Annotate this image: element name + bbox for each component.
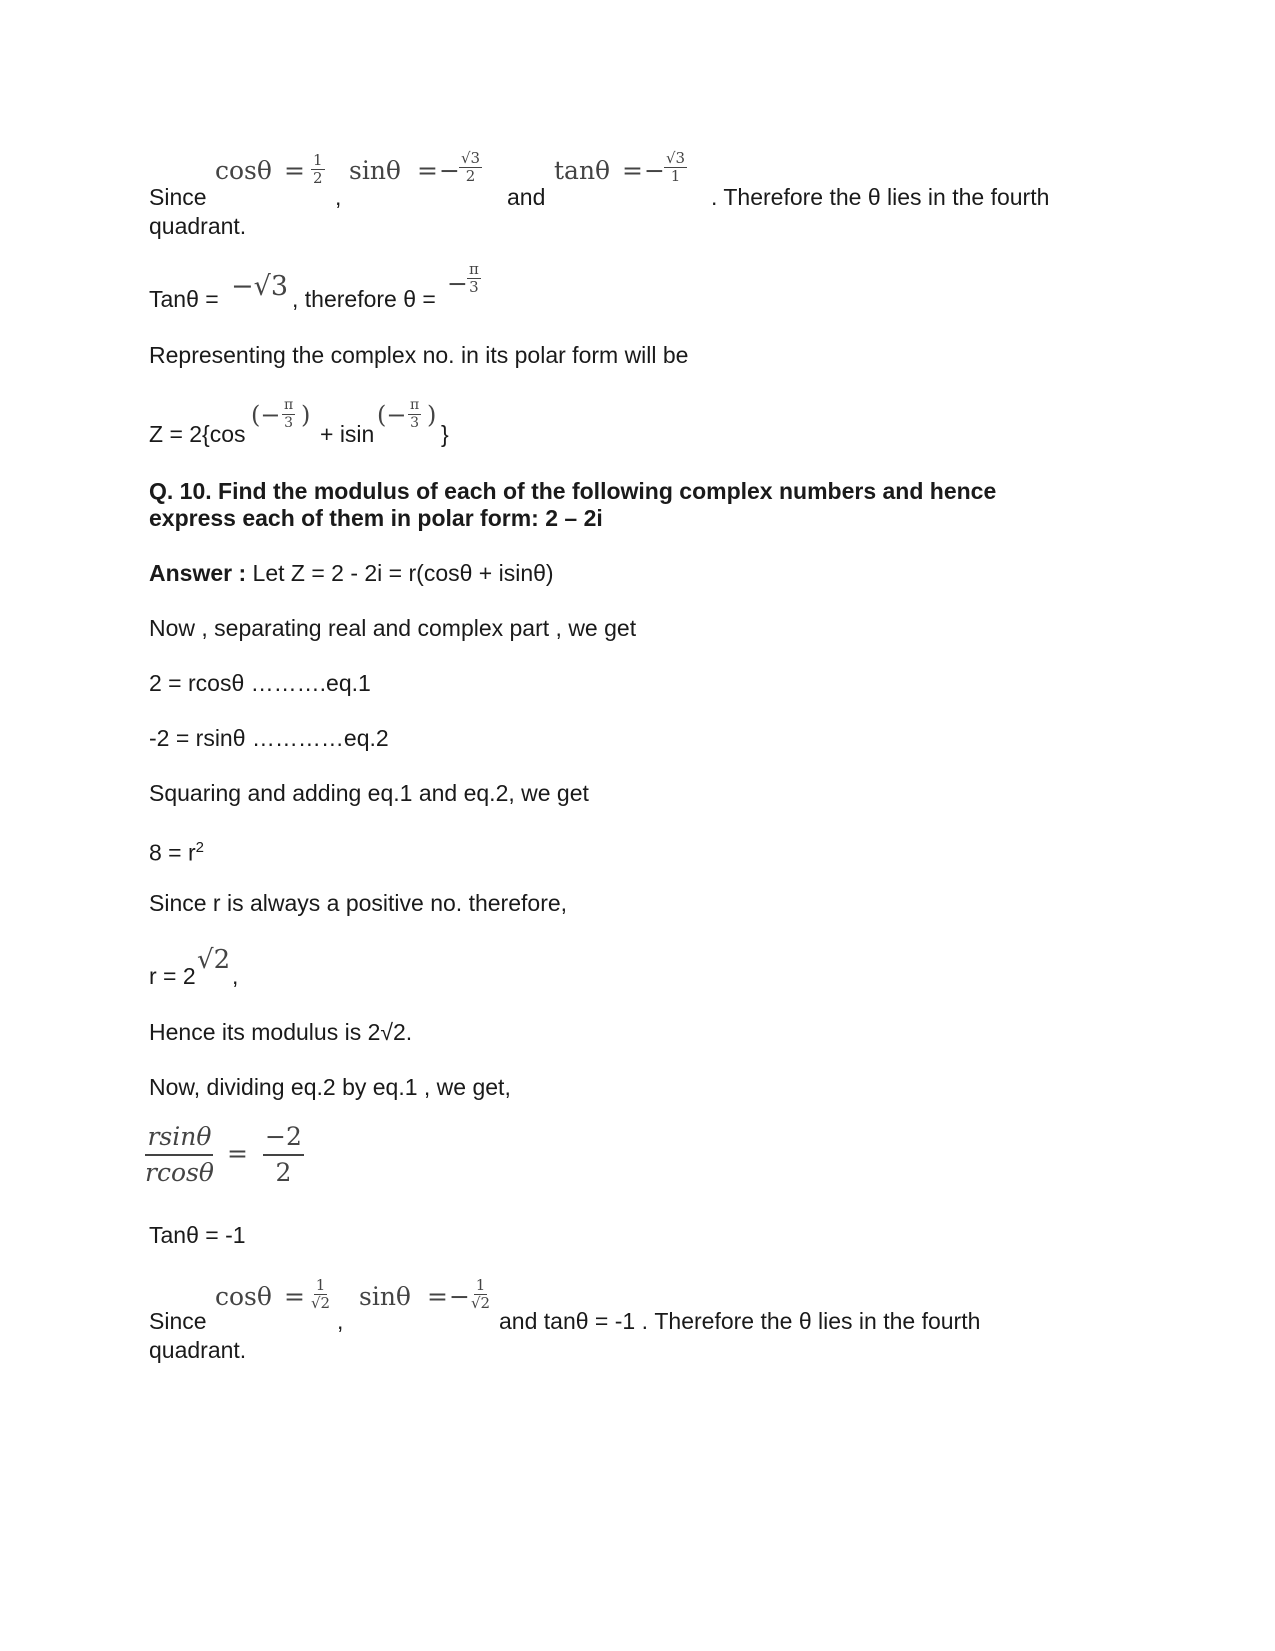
quadrant-text: quadrant. xyxy=(149,1337,247,1363)
exponent: 2 xyxy=(195,839,205,856)
tan-label: tanθ xyxy=(554,156,611,185)
therefore-text: , therefore θ = xyxy=(292,286,436,312)
equals-sign: = xyxy=(417,156,438,185)
minus-sign: − xyxy=(439,156,460,185)
since-text: Since xyxy=(149,184,207,210)
fourth-quadrant-text: and tanθ = -1 . Therefore the θ lies in the fourth xyxy=(499,1308,981,1334)
brace-close: } xyxy=(441,421,449,447)
equals-sign: = xyxy=(427,1282,448,1311)
tan-value: −√3 xyxy=(231,271,289,302)
sin-fraction: $\frac{√3}{2}$ xyxy=(461,149,481,185)
arg-close: ) xyxy=(427,401,437,429)
equals-sign: = xyxy=(284,1282,305,1311)
sin-label: sinθ xyxy=(359,1282,411,1311)
representing-text: Representing the complex no. in its polar form will be xyxy=(149,342,689,368)
z-start: Z = 2{cos xyxy=(149,421,246,447)
r-squared-line xyxy=(149,834,204,867)
question-line-2: express each of them in polar form: 2 – 2i xyxy=(149,505,603,531)
squaring-text: Squaring and adding eq.1 and eq.2, we get xyxy=(149,780,589,806)
cos-label: cosθ xyxy=(215,156,272,185)
modulus-text: Hence its modulus is 2√2. xyxy=(149,1019,413,1045)
ratio-lhs-fraction: $\frac{rsin\theta}{rcos\theta}$ xyxy=(145,1122,214,1187)
arg-close: ) xyxy=(301,401,311,429)
tan-neg-one-text: Tanθ = -1 xyxy=(149,1222,246,1248)
angle-fraction: $\frac{\pi}{3}$ xyxy=(469,260,479,296)
tan-lhs: Tanθ = xyxy=(149,286,219,312)
minus-sign: − xyxy=(449,1282,470,1311)
sin-label: sinθ xyxy=(349,156,401,185)
and-text: and xyxy=(507,184,546,210)
comma: , xyxy=(335,184,342,210)
answer-label: Answer : xyxy=(149,560,247,586)
pi-over-three: $\frac{\pi}{3}$ xyxy=(410,397,420,431)
answer-line xyxy=(149,559,554,587)
r-lhs: r = 2 xyxy=(149,963,196,989)
plus-isin: + isin xyxy=(320,421,375,447)
arg-open: (− xyxy=(377,401,407,429)
question-line-1: Q. 10. Find the modulus of each of the following complex numbers and hence xyxy=(149,478,997,504)
cos-label: cosθ xyxy=(215,1282,272,1311)
cos-fraction: $\frac{1}{√2}$ xyxy=(311,1276,331,1312)
since-r-text: Since r is always a positive no. therefore, xyxy=(149,890,568,916)
cos-fraction: $\frac{1}{2}$ xyxy=(313,151,323,187)
ratio-rhs-fraction: $\frac{-2}{2}$ xyxy=(265,1122,302,1187)
equals-sign: = xyxy=(284,156,305,185)
eq1-text: 2 = rcosθ ……….eq.1 xyxy=(149,670,371,696)
minus-sign: − xyxy=(447,269,468,298)
dividing-text: Now, dividing eq.2 by eq.1 , we get, xyxy=(149,1074,511,1100)
arg-open: (− xyxy=(251,401,281,429)
r-sqrt: √2 xyxy=(197,945,231,975)
tan-fraction: $\frac{√3}{1}$ xyxy=(666,149,686,185)
eq2-text: -2 = rsinθ …………eq.2 xyxy=(149,725,389,751)
answer-text: Let Z = 2 - 2i = r(cosθ + isinθ) xyxy=(246,560,554,586)
sin-fraction: $\frac{1}{√2}$ xyxy=(471,1276,491,1312)
eight-eq: 8 = r xyxy=(149,839,196,866)
ratio-equals: = xyxy=(227,1139,248,1168)
quadrant-text: quadrant. xyxy=(149,213,247,239)
fourth-quadrant-text: . Therefore the θ lies in the fourth xyxy=(711,184,1050,210)
equals-sign: = xyxy=(622,156,643,185)
pi-over-three: $\frac{\pi}{3}$ xyxy=(284,397,294,431)
comma: , xyxy=(337,1308,344,1334)
since-text: Since xyxy=(149,1308,207,1334)
separating-text: Now , separating real and complex part , we get xyxy=(149,615,637,641)
r-comma: , xyxy=(232,963,239,989)
minus-sign: − xyxy=(644,156,665,185)
